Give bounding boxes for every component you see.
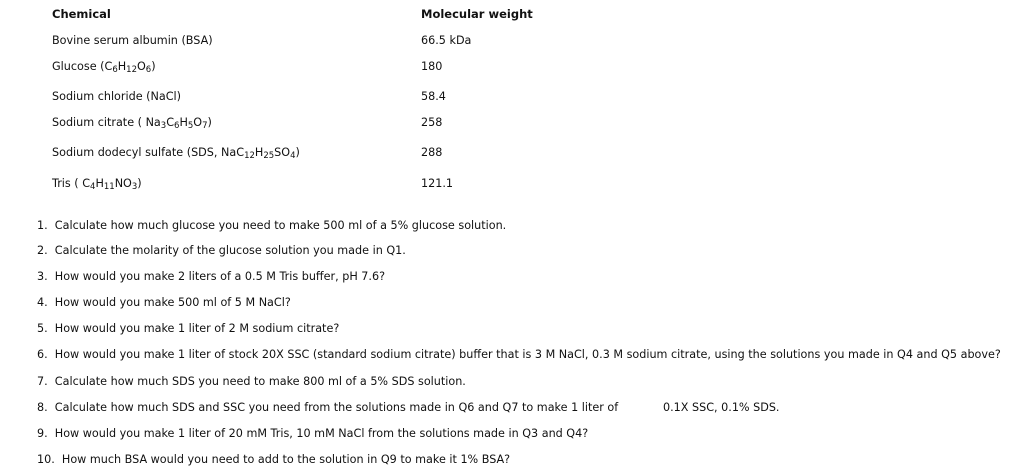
- chemical-name-text: Sodium citrate (: [52, 116, 146, 129]
- question-text: How would you make 1 liter of 2 M sodium citrate?: [54, 322, 340, 335]
- question-number: 2.: [37, 244, 55, 257]
- formula-element: O: [193, 116, 203, 129]
- formula-subscript: 4: [90, 182, 96, 192]
- chemical-name-suffix: ): [137, 177, 142, 190]
- question-item: [37, 375, 466, 388]
- formula-subscript: 3: [160, 121, 167, 131]
- formula-element: NaC: [221, 146, 245, 159]
- molecular-weight-value: 66.5 kDa: [421, 34, 472, 47]
- question-item: [37, 427, 588, 440]
- molecular-weight-value: 180: [421, 60, 443, 73]
- chemical-name: [52, 60, 156, 73]
- question-number: 7.: [37, 375, 55, 388]
- chemical-name: [52, 116, 212, 129]
- question-item: [37, 322, 339, 335]
- formula-element: SO: [274, 146, 291, 159]
- question-number: 8.: [37, 401, 55, 414]
- question-item: [37, 296, 291, 309]
- chemical-name-text: Sodium chloride (NaCl): [52, 90, 182, 103]
- question-text: Calculate how much SDS you need to make 800 ml of a 5% SDS solution.: [54, 375, 466, 388]
- question-item: [37, 348, 1001, 361]
- question-number: 10.: [37, 453, 62, 466]
- chemical-name-suffix: ): [151, 60, 156, 73]
- formula-element: O: [136, 60, 146, 73]
- chemical-name: [52, 146, 300, 159]
- question-item: [37, 244, 406, 257]
- formula-subscript: 6: [174, 121, 180, 131]
- formula-subscript: 25: [263, 151, 275, 161]
- question-text: How much BSA would you need to add to the solution in Q9 to make it 1% BSA?: [61, 453, 511, 466]
- question-number: 3.: [37, 270, 55, 283]
- chemical-name-suffix: ): [207, 116, 212, 129]
- chemical-name: [52, 177, 142, 190]
- question-item: [37, 401, 618, 414]
- question-text: How would you make 2 liters of a 0.5 M Tris buffer, pH 7.6?: [54, 270, 386, 283]
- formula-subscript: 6: [112, 65, 118, 75]
- molecular-weight-value: 288: [421, 146, 443, 159]
- formula-subscript: 4: [290, 151, 296, 161]
- question-number: 6.: [37, 348, 55, 361]
- formula-element: NO: [114, 177, 132, 190]
- header-chemical: Chemical: [52, 7, 111, 21]
- molecular-weight-value: 258: [421, 116, 443, 129]
- chemical-formula: [146, 116, 208, 129]
- question-number: 1.: [37, 219, 55, 232]
- chemical-name-text: Glucose (: [52, 60, 105, 73]
- formula-subscript: 11: [103, 182, 115, 192]
- question-text: How would you make 1 liter of stock 20X SSC (standard sodium citrate) buffer that is 3 M NaCl, 0.3 M sodium citrate, using the solutions you made in Q4 and Q5 above?: [54, 348, 1001, 361]
- question-item: [37, 453, 510, 466]
- molecular-weight-value: 121.1: [421, 177, 454, 190]
- question-item: [37, 270, 385, 283]
- formula-subscript: 12: [244, 151, 255, 161]
- formula-subscript: 3: [131, 182, 138, 192]
- formula-subscript: 6: [145, 65, 152, 75]
- chemical-formula: [105, 60, 152, 73]
- formula-element: Na: [145, 116, 161, 129]
- formula-element: C: [82, 177, 91, 190]
- formula-subscript: 5: [187, 121, 194, 131]
- formula-subscript: 7: [202, 121, 208, 131]
- question-text: Calculate how much SDS and SSC you need from the solutions made in Q6 and Q7 to make 1 liter of: [54, 401, 619, 414]
- chemical-name: [52, 90, 181, 103]
- chemical-formula: [221, 146, 295, 159]
- question-text: How would you make 1 liter of 20 mM Tris, 10 mM NaCl from the solutions made in Q3 and Q4?: [54, 427, 589, 440]
- header-molecular-weight: Molecular weight: [421, 7, 533, 21]
- chemical-name: [52, 34, 213, 47]
- chemical-name-text: Sodium dodecyl sulfate (SDS,: [52, 146, 222, 159]
- chemical-name-text: Bovine serum albumin (BSA): [52, 34, 213, 47]
- formula-subscript: 12: [126, 65, 137, 75]
- formula-element: H: [179, 116, 188, 129]
- molecular-weight-value: 58.4: [421, 90, 446, 103]
- formula-element: H: [95, 177, 104, 190]
- question-number: 5.: [37, 322, 55, 335]
- question-number: 9.: [37, 427, 55, 440]
- question-text: Calculate how much glucose you need to make 500 ml of a 5% glucose solution.: [54, 219, 507, 232]
- question-extra-text: 0.1X SSC, 0.1% SDS.: [663, 401, 780, 414]
- question-text: Calculate the molarity of the glucose solution you made in Q1.: [54, 244, 406, 257]
- question-text: How would you make 500 ml of 5 M NaCl?: [54, 296, 291, 309]
- question-item: [37, 219, 506, 232]
- chemical-name-suffix: ): [295, 146, 300, 159]
- formula-element: H: [254, 146, 264, 159]
- formula-element: C: [166, 116, 175, 129]
- chemical-formula: [82, 177, 137, 190]
- question-number: 4.: [37, 296, 55, 309]
- formula-element: H: [117, 60, 127, 73]
- formula-element: C: [104, 60, 113, 73]
- chemical-name-text: Tris (: [52, 177, 83, 190]
